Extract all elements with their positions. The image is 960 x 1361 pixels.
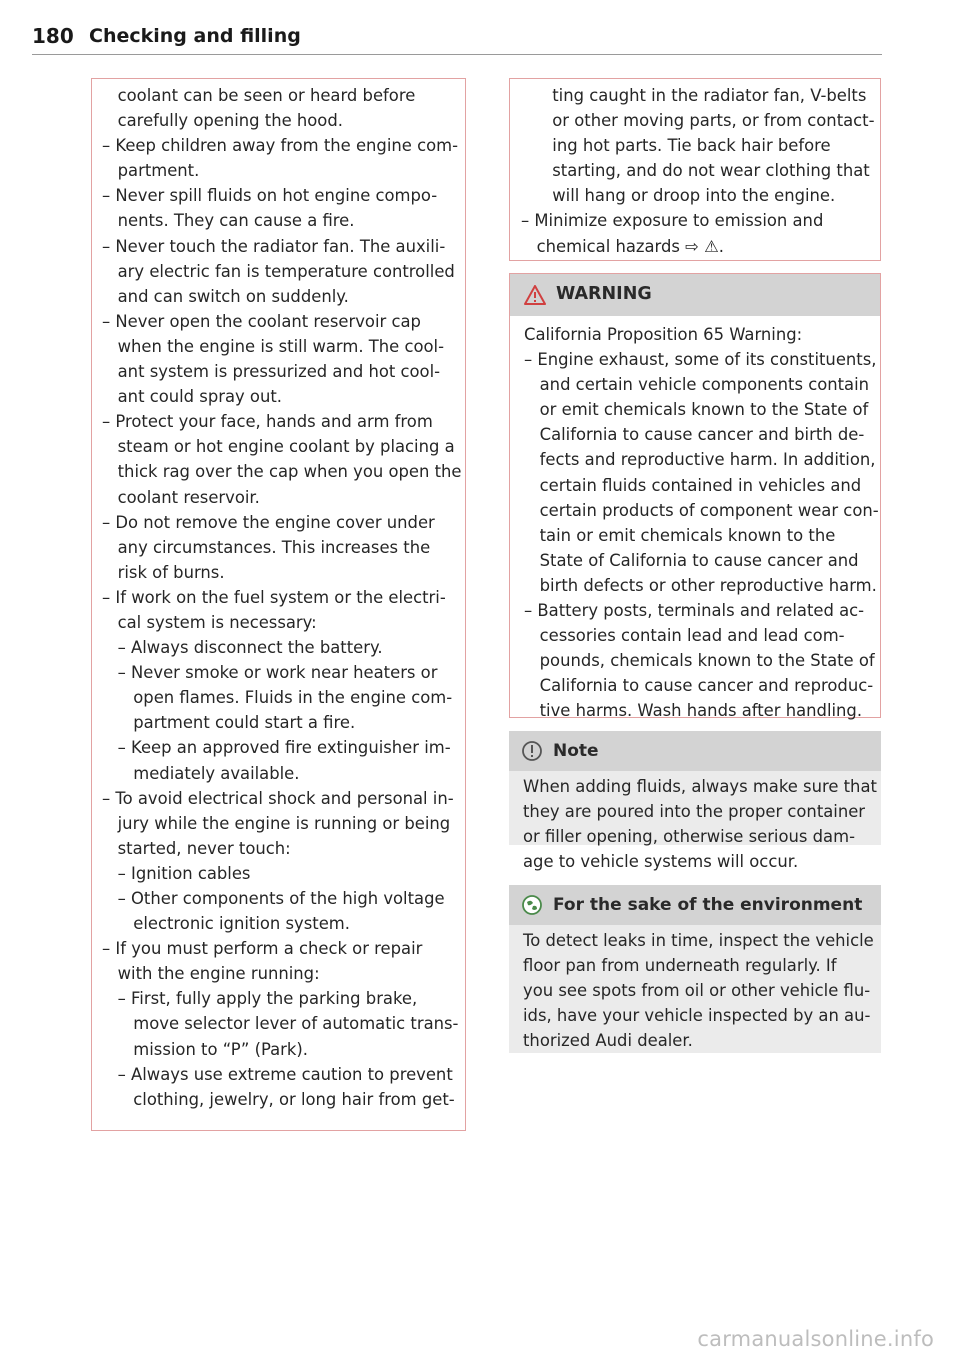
text-line: cal system is necessary:: [102, 612, 317, 632]
text-line: – First, fully apply the parking brake,: [102, 989, 418, 1009]
text-line: you see spots from oil or other vehicle flu-: [523, 981, 871, 1001]
text-line: – Always disconnect the battery.: [102, 638, 383, 658]
text-line: – Never spill fluids on hot engine compo-: [102, 186, 438, 206]
left-column-box: [91, 78, 466, 1131]
environment-globe-icon: [521, 894, 543, 916]
text-line: cessories contain lead and lead com-: [524, 626, 845, 646]
page-header: [32, 24, 882, 55]
text-line: – Never smoke or work near heaters or: [102, 663, 438, 683]
environment-heading: [509, 885, 881, 925]
text-line: – Minimize exposure to emission and: [521, 211, 824, 231]
text-line: To detect leaks in time, inspect the vehicle: [523, 931, 874, 950]
environment-body: [509, 925, 881, 1054]
text-line: – Protect your face, hands and arm from: [102, 412, 433, 432]
text-line: – If work on the fuel system or the electri-: [102, 587, 446, 607]
text-line: and certain vehicle components contain: [524, 375, 870, 395]
text-line: carefully opening the hood.: [102, 111, 343, 131]
text-line: mission to “P” (Park).: [102, 1039, 309, 1059]
warning-title: WARNING: [556, 284, 652, 305]
text-line: certain products of component wear con-: [524, 500, 879, 520]
text-line: State of California to cause cancer and: [524, 550, 859, 570]
text-line: thorized Audi dealer.: [523, 1031, 693, 1051]
text-line: partment.: [102, 161, 200, 181]
text-line: – Keep an approved fire extinguisher im-: [102, 738, 451, 758]
text-line: jury while the engine is running or being: [102, 813, 451, 833]
text-line: open flames. Fluids in the engine com-: [102, 688, 453, 708]
text-line: or other moving parts, or from contact-: [521, 111, 875, 131]
text-line: – Engine exhaust, some of its constituents,: [524, 350, 877, 370]
text-line: tain or emit chemicals known to the: [524, 525, 836, 545]
text-line: floor pan from underneath regularly. If: [523, 956, 837, 976]
text-line: and can switch on suddenly.: [102, 286, 349, 306]
text-line: – Never touch the radiator fan. The auxili-: [102, 236, 446, 256]
environment-title: For the sake of the environment: [553, 894, 863, 915]
text-line: coolant reservoir.: [102, 487, 260, 507]
text-line: tive harms. Wash hands after handling.: [524, 701, 863, 721]
text-line: – Always use extreme caution to prevent: [102, 1064, 453, 1084]
text-line: will hang or droop into the engine.: [521, 186, 836, 206]
text-line: age to vehicle systems will occur.: [523, 852, 799, 872]
text-line: California to cause cancer and reproduc-: [524, 676, 874, 696]
text-line: move selector lever of automatic trans-: [102, 1014, 459, 1034]
text-line: ids, have your vehicle inspected by an au-: [523, 1006, 871, 1026]
warning-box: [509, 273, 881, 721]
text-line: – Keep children away from the engine com-: [102, 136, 458, 156]
note-heading: [509, 731, 881, 771]
text-line: pounds, chemicals known to the State of: [524, 651, 875, 671]
text-line: when the engine is still warm. The cool-: [102, 336, 444, 356]
text-line: – Other components of the high voltage: [102, 889, 445, 908]
text-line: – Never open the coolant reservoir cap: [102, 311, 421, 331]
watermark: carmanualsonline.info: [697, 1327, 934, 1351]
text-line: When adding fluids, always make sure that: [523, 777, 877, 796]
text-line: fects and reproductive harm. In addition,: [524, 450, 876, 470]
text-line: certain fluids contained in vehicles and: [524, 475, 862, 495]
text-line: coolant can be seen or heard before: [102, 86, 416, 105]
text-line: they are poured into the proper container: [523, 802, 866, 822]
text-line: mediately available.: [102, 763, 300, 783]
warning-body: [510, 316, 880, 724]
text-line: clothing, jewelry, or long hair from get-: [102, 1089, 455, 1109]
text-line: – To avoid electrical shock and personal in-: [102, 788, 454, 808]
text-line: ting caught in the radiator fan, V-belts: [521, 86, 867, 105]
warning-heading: [510, 274, 880, 316]
text-line: with the engine running:: [102, 964, 320, 984]
text-line: partment could start a fire.: [102, 713, 356, 733]
text-line: nents. They can cause a fire.: [102, 211, 355, 231]
text-line: or emit chemicals known to the State of: [524, 400, 869, 420]
text-line: electronic ignition system.: [102, 914, 350, 934]
page-number: 180: [32, 24, 74, 48]
text-line: started, never touch:: [102, 838, 291, 858]
right-column-continuation-box: [509, 78, 881, 261]
text-line: – If you must perform a check or repair: [102, 939, 423, 959]
text-line: any circumstances. This increases the: [102, 537, 431, 557]
note-circle-icon: [521, 740, 543, 762]
environment-box: [509, 885, 881, 1053]
text-line: ant could spray out.: [102, 387, 282, 407]
note-box: [509, 731, 881, 872]
note-body: [509, 771, 881, 875]
text-line: ant system is pressurized and hot cool-: [102, 362, 441, 382]
text-line: ing hot parts. Tie back hair before: [521, 136, 831, 156]
text-line: California Proposition 65 Warning:: [524, 325, 803, 344]
text-line: chemical hazards ⇨ ⚠.: [521, 236, 724, 256]
text-line: or filler opening, otherwise serious dam-: [523, 827, 855, 847]
text-line: – Ignition cables: [102, 863, 251, 883]
text-line: ary electric fan is temperature controlled: [102, 261, 455, 281]
warning-triangle-icon: [524, 285, 546, 305]
text-line: – Battery posts, terminals and related ac-: [524, 601, 865, 621]
text-line: risk of burns.: [102, 562, 225, 582]
text-line: steam or hot engine coolant by placing a: [102, 437, 455, 457]
text-line: California to cause cancer and birth de-: [524, 425, 865, 445]
text-line: thick rag over the cap when you open the: [102, 462, 462, 482]
text-line: starting, and do not wear clothing that: [521, 161, 870, 181]
section-title: Checking and filling: [89, 25, 301, 47]
note-title: Note: [553, 740, 599, 761]
text-line: birth defects or other reproductive harm.: [524, 575, 877, 595]
text-line: – Do not remove the engine cover under: [102, 512, 435, 532]
